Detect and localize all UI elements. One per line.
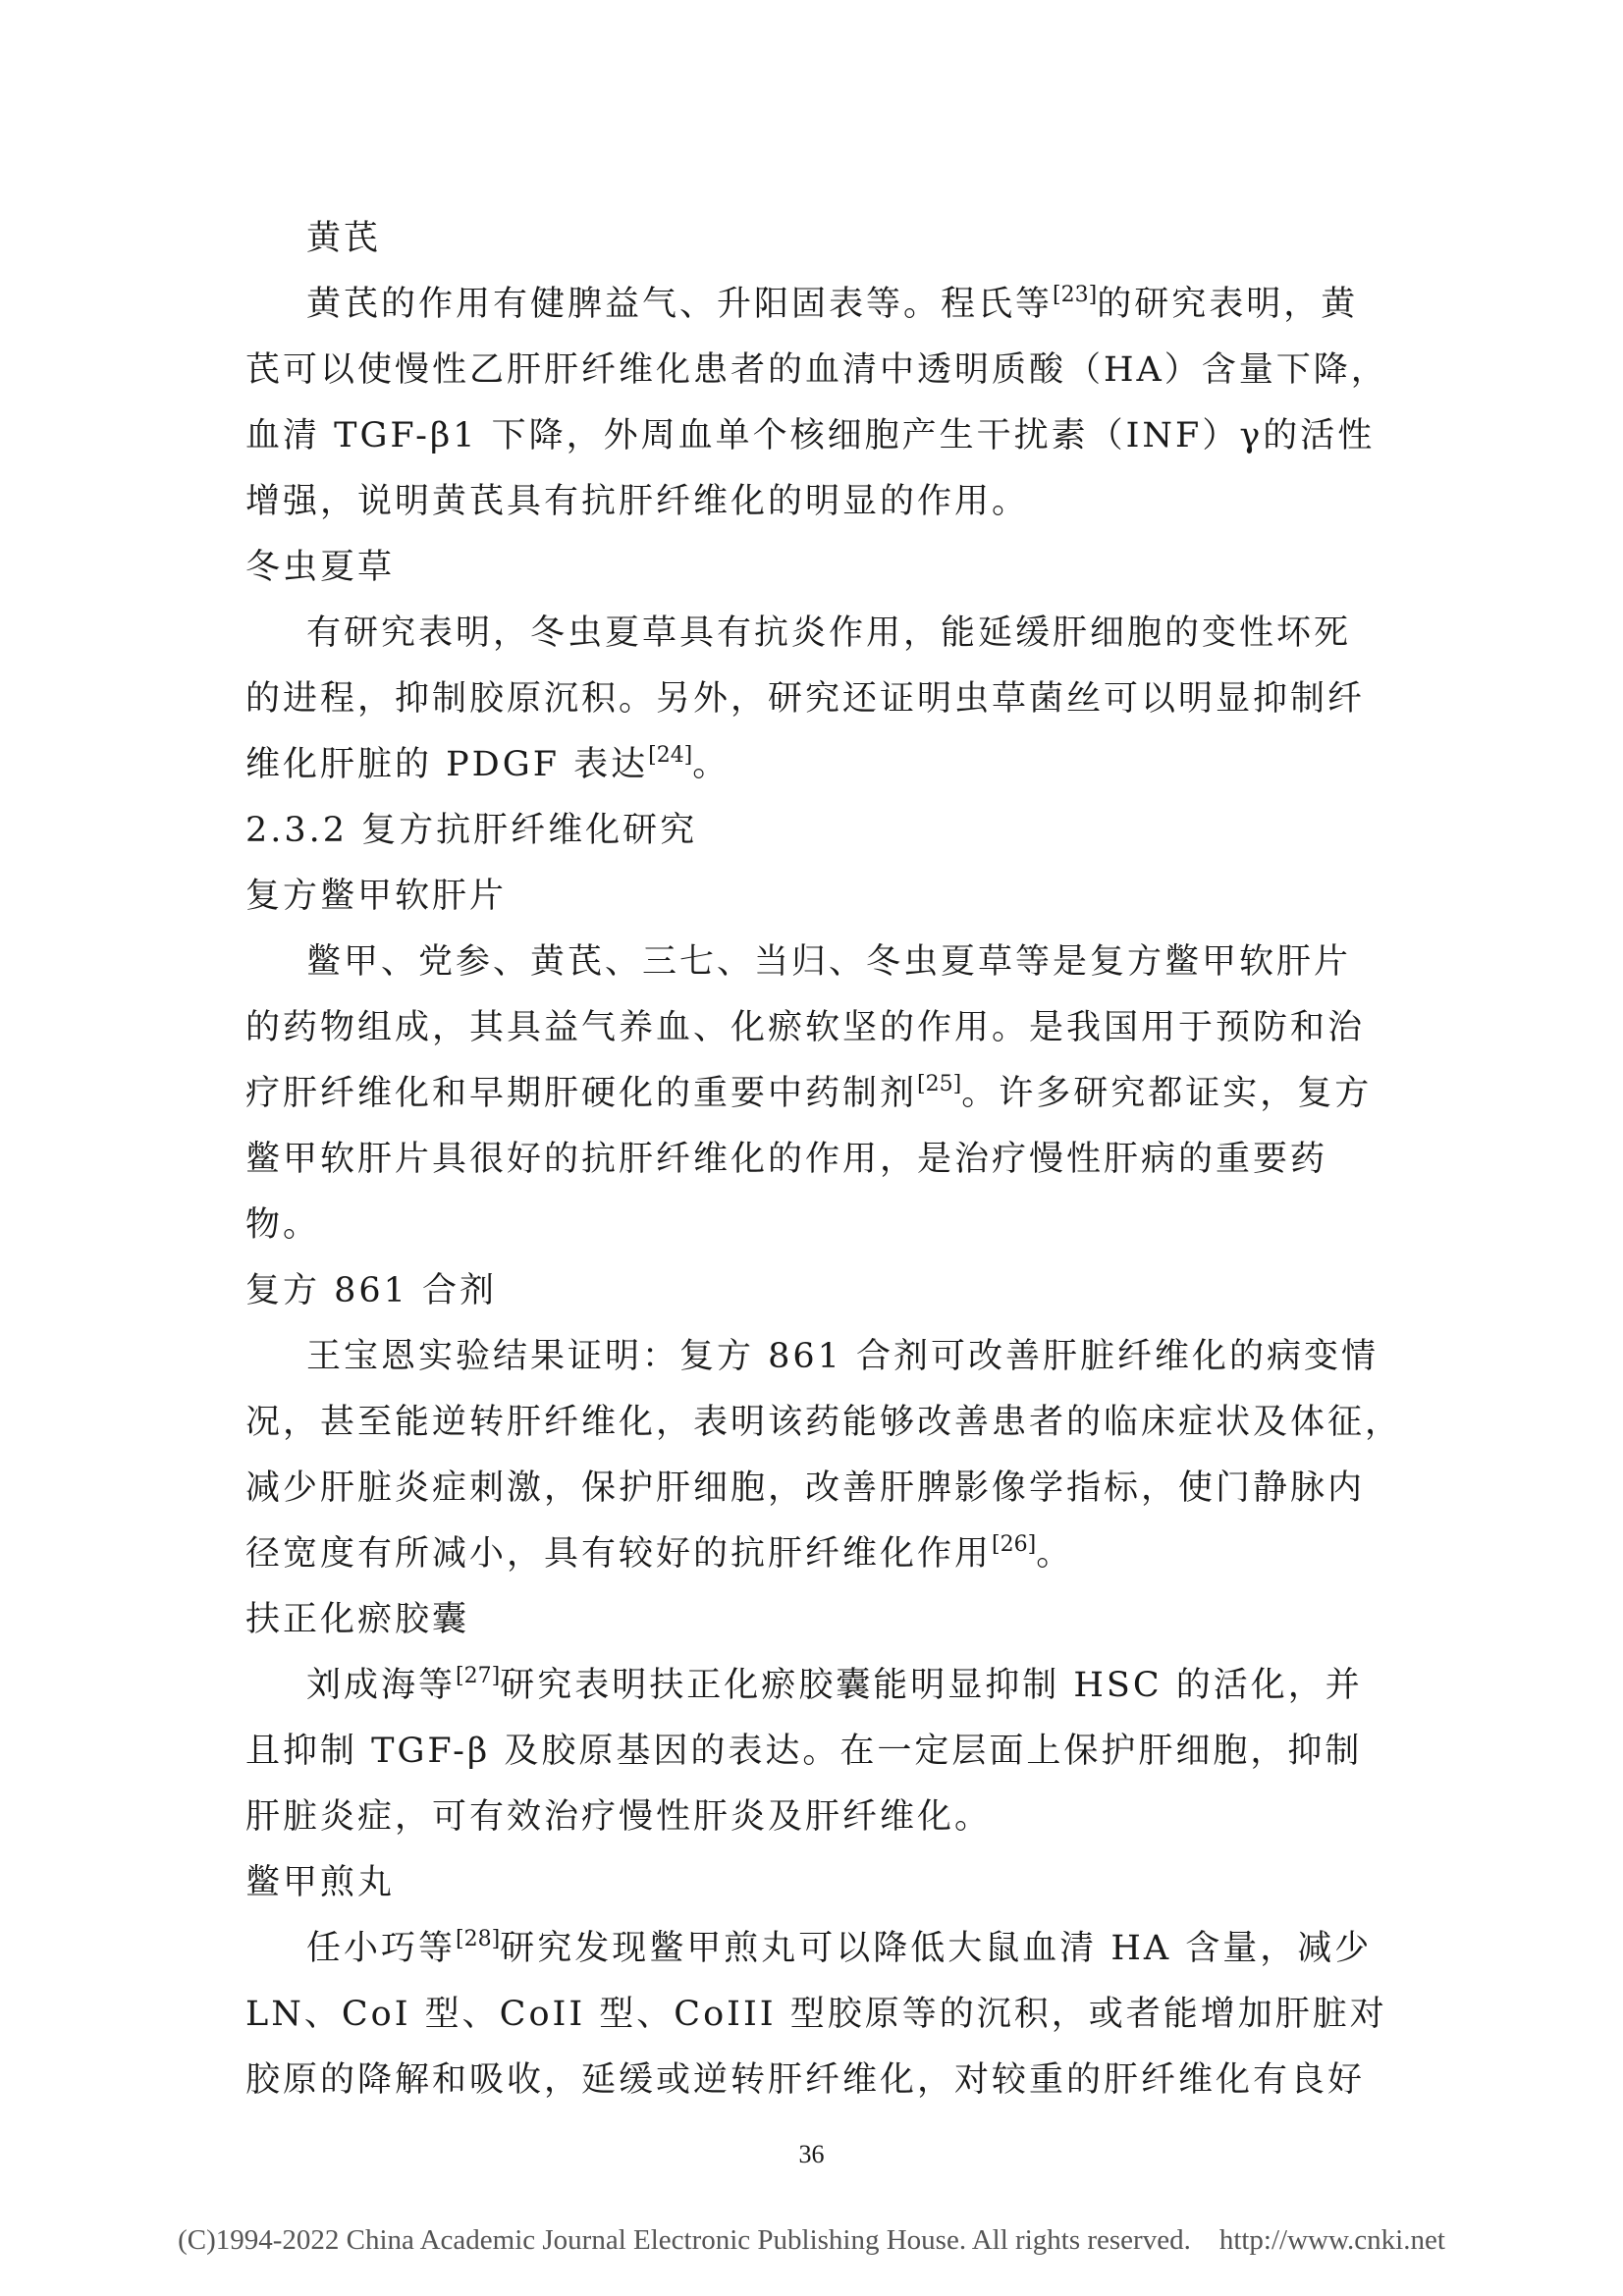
section-heading: 扶正化瘀胶囊 — [245, 1600, 470, 1639]
paragraph-line — [245, 1982, 1389, 2048]
paragraph-line — [245, 1324, 1389, 1390]
line-text: 王宝恩实验结果证明：复方 861 合剂可改善肝脏纤维化的病变情 — [306, 1337, 1380, 1376]
paragraph-line — [245, 2048, 1389, 2113]
paragraph-line — [245, 732, 1389, 798]
line-text: 的药物组成，其具益气养血、化瘀软坚的作用。是我国用于预防和治 — [245, 1008, 1366, 1047]
line-text: 径宽度有所减小，具有较好的抗肝纤维化作用 — [245, 1534, 993, 1574]
paragraph-line — [245, 1127, 1389, 1193]
paragraph-line — [245, 1456, 1389, 1522]
line-text: 有研究表明，冬虫夏草具有抗炎作用，能延缓肝细胞的变性坏死 — [306, 614, 1352, 653]
paragraph — [245, 930, 1389, 1258]
paragraph-line — [245, 1390, 1403, 1456]
line-text-continued: 。许多研究都证实，复方 — [961, 1074, 1373, 1113]
paragraph — [245, 1324, 1403, 1587]
line-text: 况，甚至能逆转肝纤维化，表明该药能够改善患者的临床症状及体征， — [245, 1403, 1403, 1442]
line-text-continued: 的研究表明，黄 — [1097, 285, 1359, 324]
line-text: 任小巧等 — [306, 1929, 457, 1968]
line-text: 且抑制 TGF-β 及胶原基因的表达。在一定层面上保护肝细胞，抑制 — [245, 1732, 1363, 1771]
line-text: 维化肝脏的 PDGF 表达 — [245, 745, 649, 784]
section-heading: 复方鳖甲软肝片 — [245, 877, 508, 916]
paragraph-line — [245, 1193, 1389, 1258]
paragraph-line — [245, 667, 1389, 732]
paragraph-line — [245, 995, 1389, 1061]
paragraph-line — [245, 1916, 1389, 1982]
citation-reference: [23] — [1053, 283, 1098, 307]
paragraph-line — [245, 1785, 1389, 1850]
paragraph-line — [245, 1719, 1389, 1785]
line-text: 物。 — [245, 1205, 321, 1245]
paragraph — [245, 601, 1389, 798]
copyright-footer: (C)1994-2022 China Academic Journal Electronic Publishing House. All rights reserved. http://www.cnki.net — [178, 2224, 1445, 2256]
line-text: 疗肝纤维化和早期肝硬化的重要中药制剂 — [245, 1074, 918, 1113]
citation-reference: [24] — [648, 743, 693, 768]
line-text: 增强，说明黄芪具有抗肝纤维化的明显的作用。 — [245, 482, 1030, 521]
paragraph-line — [245, 601, 1389, 667]
citation-reference: [27] — [456, 1664, 501, 1688]
section-heading: 鳖甲煎丸 — [245, 1863, 396, 1902]
paragraph-line — [245, 469, 1389, 535]
citation-reference: [28] — [456, 1927, 501, 1951]
line-text-continued: 研究表明扶正化瘀胶囊能明显抑制 HSC 的活化，并 — [500, 1666, 1363, 1705]
line-text: 肝脏炎症，可有效治疗慢性肝炎及肝纤维化。 — [245, 1797, 993, 1837]
line-text: 减少肝脏炎症刺激，保护肝细胞，改善肝脾影像学指标，使门静脉内 — [245, 1468, 1366, 1508]
paragraph-line — [245, 930, 1389, 995]
citation-reference: [25] — [917, 1072, 962, 1096]
section-heading: 冬虫夏草 — [245, 548, 396, 587]
paragraph — [245, 1916, 1389, 2113]
line-text: 芪可以使慢性乙肝肝纤维化患者的血清中透明质酸（HA）含量下降， — [245, 350, 1388, 390]
page-number: 36 — [798, 2140, 825, 2168]
line-text: 鳖甲软肝片具很好的抗肝纤维化的作用，是治疗慢性肝病的重要药 — [245, 1140, 1328, 1179]
paragraph-line — [245, 1061, 1389, 1127]
line-text-continued: 。 — [1036, 1534, 1074, 1574]
line-text-continued: 研究发现鳖甲煎丸可以降低大鼠血清 HA 含量，减少 — [500, 1929, 1373, 1968]
line-text: LN、CoI 型、CoII 型、CoIII 型胶原等的沉积，或者能增加肝脏对 — [245, 1995, 1387, 2034]
document-body — [245, 206, 1403, 2113]
paragraph — [245, 272, 1389, 535]
line-text: 鳖甲、党参、黄芪、三七、当归、冬虫夏草等是复方鳖甲软肝片 — [306, 942, 1352, 982]
citation-reference: [26] — [992, 1532, 1037, 1557]
line-text: 的进程，抑制胶原沉积。另外，研究还证明虫草菌丝可以明显抑制纤 — [245, 679, 1366, 719]
line-text: 黄芪的作用有健脾益气、升阳固表等。程氏等 — [306, 285, 1054, 324]
section-heading: 黄芪 — [306, 219, 382, 258]
paragraph — [245, 1653, 1389, 1850]
section-heading: 2.3.2 复方抗肝纤维化研究 — [245, 811, 698, 850]
paragraph-line — [245, 1653, 1389, 1719]
paragraph-line — [245, 403, 1389, 469]
section-heading: 复方 861 合剂 — [245, 1271, 498, 1310]
paragraph-line — [245, 1522, 1389, 1587]
paragraph-line — [245, 338, 1389, 403]
line-text: 血清 TGF-β1 下降，外周血单个核细胞产生干扰素（INF）γ的活性 — [245, 416, 1376, 455]
paragraph-line — [245, 272, 1389, 338]
line-text: 胶原的降解和吸收，延缓或逆转肝纤维化，对较重的肝纤维化有良好 — [245, 2060, 1366, 2100]
line-text: 刘成海等 — [306, 1666, 457, 1705]
line-text-continued: 。 — [692, 745, 730, 784]
